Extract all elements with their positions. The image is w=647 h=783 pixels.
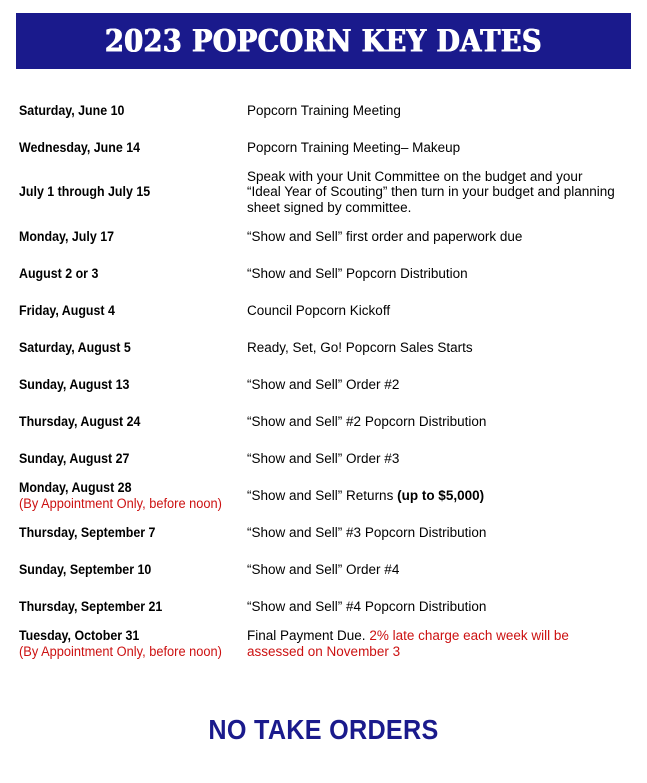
schedule-event: “Show and Sell” Order #2 [247,376,400,392]
schedule-date: Thursday, September 7 [19,524,156,540]
schedule-row [19,166,629,218]
key-dates-schedule [19,92,629,662]
schedule-date: Thursday, August 24 [19,413,141,429]
schedule-event: “Show and Sell” #4 Popcorn Distribution [247,598,487,614]
schedule-event [247,488,629,504]
schedule-date: Saturday, June 10 [19,102,125,118]
schedule-date: July 1 through July 15 [19,184,151,199]
schedule-date: Monday, July 17 [19,228,115,244]
late-charge-warning: 2% late charge each week will be assessed on November 3 [247,628,569,659]
schedule-event: “Show and Sell” Order #3 [247,450,400,466]
appointment-note: (By Appointment Only, before noon) [19,495,222,511]
schedule-row [19,625,629,662]
schedule-date: Tuesday, October 31 [19,627,140,643]
schedule-row [19,403,629,440]
schedule-event: Popcorn Training Meeting– Makeup [247,139,461,155]
no-take-orders-notice: NO TAKE ORDERS [208,714,439,745]
schedule-date: August 2 or 3 [19,265,99,281]
appointment-note: (By Appointment Only, before noon) [19,643,222,659]
schedule-row [19,92,629,129]
schedule-event [247,628,629,659]
schedule-row [19,551,629,588]
schedule-event: “Show and Sell” #3 Popcorn Distribution [247,524,487,540]
event-text: Final Payment Due. [247,628,370,643]
schedule-date: Wednesday, June 14 [19,139,141,155]
schedule-event: “Show and Sell” first order and paperwork due [247,228,523,244]
schedule-date: Friday, August 4 [19,302,115,318]
schedule-event: “Show and Sell” Popcorn Distribution [247,265,468,281]
schedule-date: Saturday, August 5 [19,339,131,355]
schedule-event: Popcorn Training Meeting [247,102,401,118]
return-limit: (up to $5,000) [397,487,485,503]
schedule-event: Council Popcorn Kickoff [247,302,391,318]
schedule-date: Sunday, August 27 [19,450,130,466]
title-banner [16,13,631,69]
schedule-date: Thursday, September 21 [19,598,163,614]
page-title: 2023 POPCORN KEY DATES [105,23,542,59]
schedule-event: “Show and Sell” Order #4 [247,561,400,577]
schedule-row [19,329,629,366]
schedule-row [19,440,629,477]
schedule-row [19,514,629,551]
schedule-event: Speak with your Unit Committee on the budget and your “Ideal Year of Scouting” then turn in your budget and planning sheet signed by committee. [247,168,615,215]
schedule-row [19,255,629,292]
schedule-event: Ready, Set, Go! Popcorn Sales Starts [247,339,473,355]
schedule-row [19,477,629,514]
event-text: “Show and Sell” Returns [247,487,398,503]
schedule-row [19,366,629,403]
schedule-row [19,588,629,625]
schedule-event: “Show and Sell” #2 Popcorn Distribution [247,413,487,429]
schedule-date: Monday, August 28 [19,479,132,495]
schedule-row [19,129,629,166]
schedule-date: Sunday, August 13 [19,376,130,392]
schedule-row [19,218,629,255]
schedule-date: Sunday, September 10 [19,561,152,577]
schedule-row [19,292,629,329]
